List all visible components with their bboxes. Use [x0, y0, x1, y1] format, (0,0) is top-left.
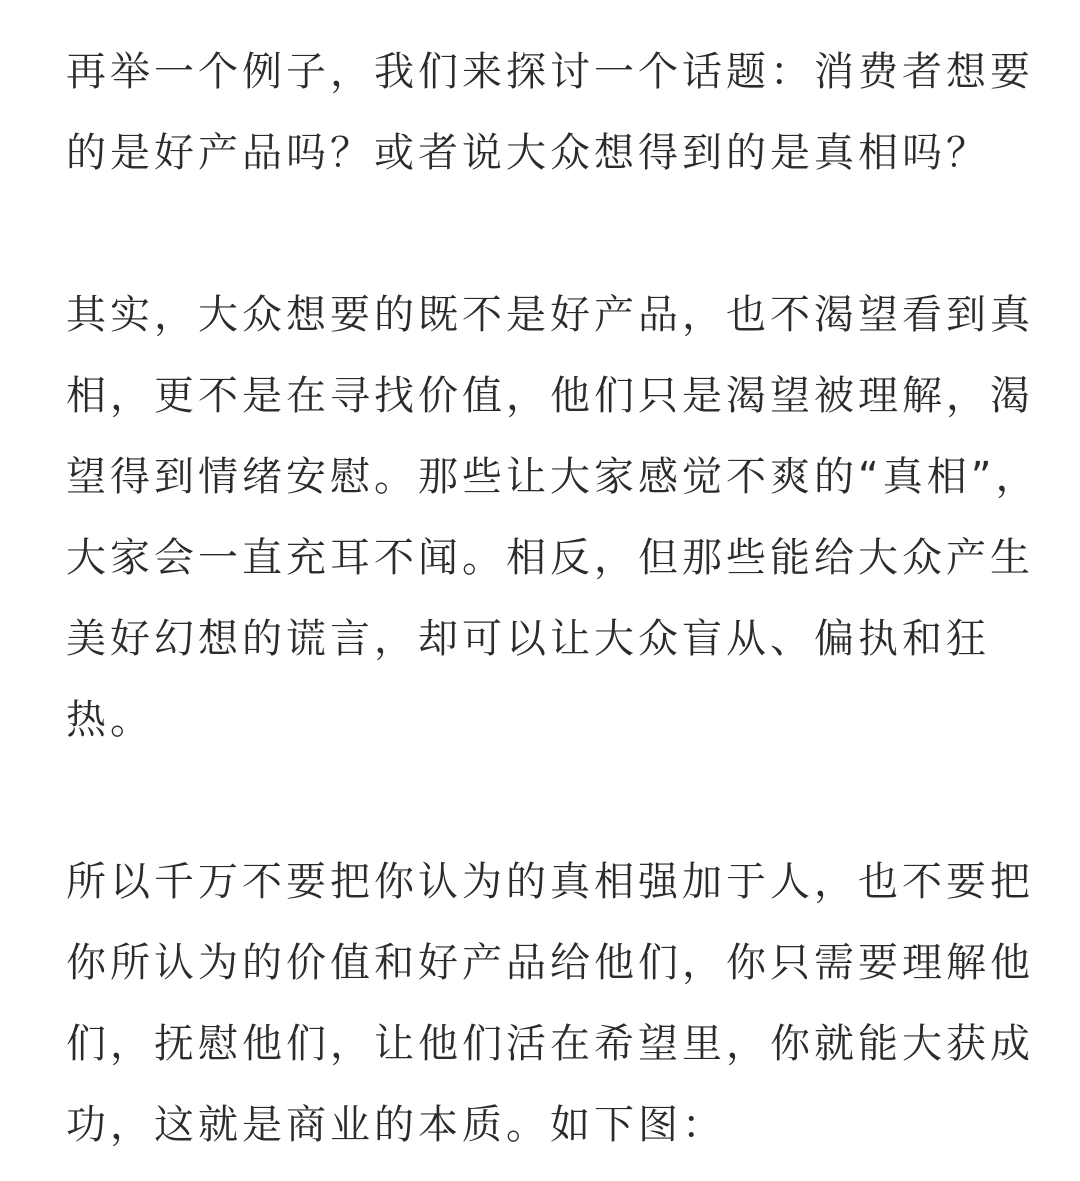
text-line: 所以千万不要把你认为的真相强加于人，也不要把 [66, 859, 1034, 905]
text-line: 其实，大众想要的既不是好产品，也不渴望看到真 [66, 292, 1034, 338]
paragraph-business-essence [66, 842, 1034, 1166]
text-line: 的是好产品吗？或者说大众想得到的是真相吗？ [66, 130, 990, 176]
text-line: 再举一个例子，我们来探讨一个话题：消费者想要 [66, 49, 1034, 95]
text-line: 热。 [66, 697, 154, 743]
text-line: 你所认为的价值和好产品给他们，你只需要理解他 [66, 940, 1034, 986]
text-line: 相，更不是在寻找价值，他们只是渴望被理解，渴 [66, 373, 1034, 419]
article-body [66, 32, 1040, 1166]
paragraph-public-wants [66, 275, 1040, 761]
paragraph-consumer-question [66, 32, 1034, 194]
text-line: 们，抚慰他们，让他们活在希望里，你就能大获成 [66, 1021, 1034, 1067]
text-line: 美好幻想的谎言，却可以让大众盲从、偏执和狂 [66, 616, 990, 662]
text-line: 功，这就是商业的本质。如下图： [66, 1102, 726, 1148]
text-line: 大家会一直充耳不闻。相反，但那些能给大众产生 [66, 535, 1034, 581]
text-line: 望得到情绪安慰。那些让大家感觉不爽的“真相”， [66, 454, 1040, 500]
